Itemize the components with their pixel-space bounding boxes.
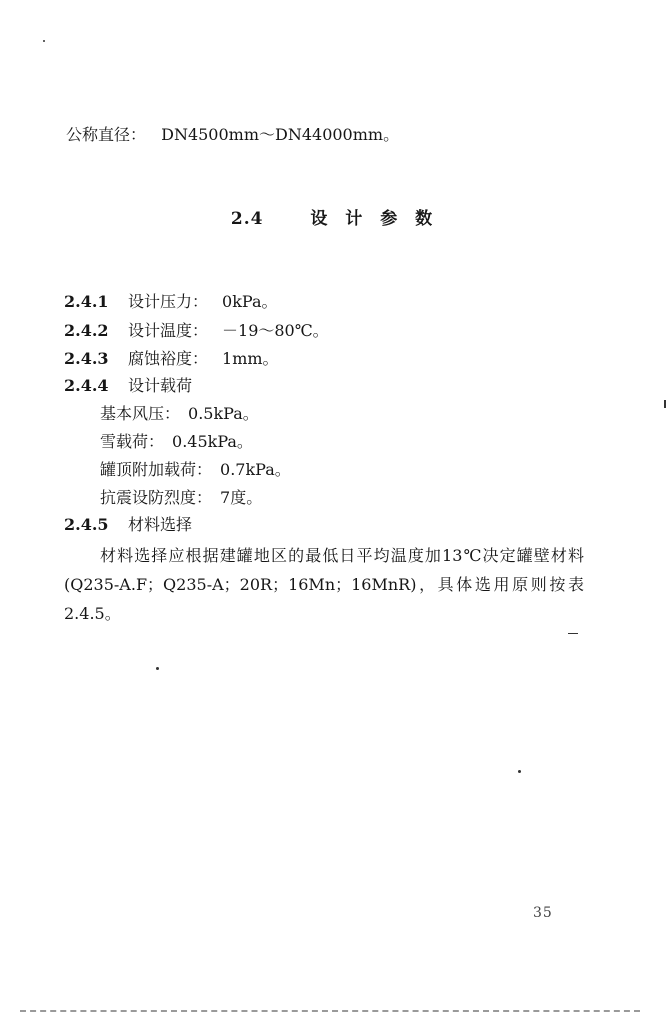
item-number: 2.4.4 [64, 376, 109, 395]
load-label: 罐顶附加载荷： [100, 460, 213, 479]
scan-speck [156, 667, 159, 670]
scan-speck [518, 770, 521, 773]
material-paragraph: 材料选择应根据建罐地区的最低日平均温度加13℃决定罐壁材料(Q235-A.F；Q235-A；20R；16Mn；16MnR)，具体选用原则按表2.4.5。 [64, 546, 584, 623]
item-label: 设计温度： [128, 321, 209, 340]
load-wind [100, 403, 259, 425]
item-title: 材料选择 [128, 515, 193, 534]
nominal-diameter-value: DN4500mm～DN44000mm。 [161, 125, 400, 144]
item-number: 2.4.5 [64, 515, 109, 534]
section-title: 设 计 参 数 [310, 209, 439, 229]
load-snow [100, 431, 253, 453]
item-2-4-5 [64, 514, 192, 536]
item-2-4-2 [64, 320, 329, 342]
scan-edge-marks [20, 1010, 640, 1016]
item-2-4-3 [64, 348, 279, 370]
item-number: 2.4.3 [64, 349, 109, 368]
load-value: 0.45kPa。 [172, 432, 253, 451]
item-number: 2.4.1 [64, 292, 109, 311]
item-label: 设计载荷 [128, 376, 193, 395]
load-seismic [100, 487, 262, 509]
scan-speck [568, 633, 578, 634]
load-value: 7度。 [220, 488, 263, 507]
load-roof [100, 459, 291, 481]
page-number: 35 [533, 905, 553, 921]
item-2-4-1 [64, 291, 277, 313]
scan-speck [664, 400, 666, 408]
nominal-diameter-label: 公称直径： [66, 125, 147, 144]
section-number: 2.4 [230, 209, 264, 229]
item-label: 腐蚀裕度： [128, 349, 209, 368]
section-heading [0, 206, 669, 232]
load-value: 0.7kPa。 [220, 460, 291, 479]
item-number: 2.4.2 [64, 321, 109, 340]
scan-speck [43, 40, 45, 42]
item-value: 0kPa。 [222, 292, 278, 311]
item-label: 设计压力： [128, 292, 209, 311]
item-value: 1mm。 [222, 349, 279, 368]
item-value: －19～80℃。 [222, 321, 329, 340]
load-label: 基本风压： [100, 404, 181, 423]
load-value: 0.5kPa。 [188, 404, 259, 423]
item-2-4-4 [64, 375, 192, 397]
load-label: 抗震设防烈度： [100, 488, 213, 507]
load-label: 雪载荷： [100, 432, 165, 451]
nominal-diameter-line [66, 124, 399, 146]
